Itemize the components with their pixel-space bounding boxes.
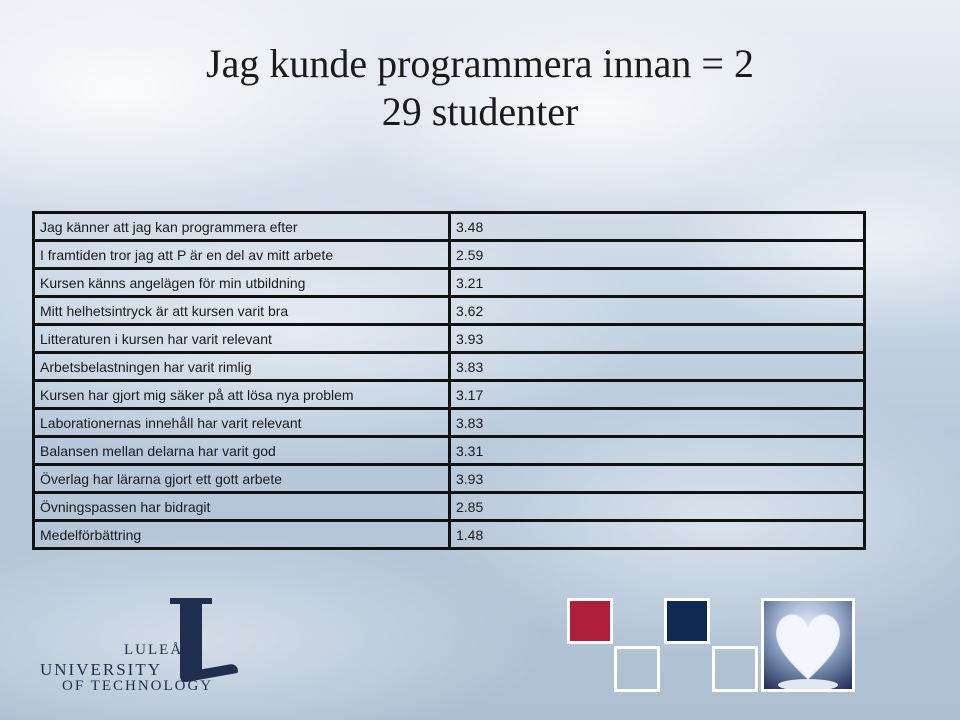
decor-square-navy (664, 598, 710, 644)
university-logo (38, 598, 248, 698)
table-row (34, 213, 865, 241)
score-cell: 2.85 (450, 493, 865, 521)
question-cell: Medelförbättring (34, 521, 450, 549)
score-cell: 3.62 (450, 297, 865, 325)
table-row (34, 325, 865, 353)
table-row (34, 493, 865, 521)
table-row (34, 521, 865, 549)
question-cell: Laborationernas innehåll har varit relevant (34, 409, 450, 437)
table-row (34, 437, 865, 465)
logo-text-of-technology: OF TECHNOLOGY (62, 678, 214, 694)
question-cell: Kursen känns angelägen för min utbildning (34, 269, 450, 297)
score-cell: 3.17 (450, 381, 865, 409)
logo-l-stem (180, 600, 202, 678)
table-row (34, 381, 865, 409)
question-cell: Mitt helhetsintryck är att kursen varit bra (34, 297, 450, 325)
logo-text-lulea: LULEÅ (124, 642, 184, 658)
table-row (34, 465, 865, 493)
table-row (34, 409, 865, 437)
question-cell: Överlag har lärarna gjort ett gott arbete (34, 465, 450, 493)
score-cell: 1.48 (450, 521, 865, 549)
question-cell: Litteraturen i kursen har varit relevant (34, 325, 450, 353)
score-cell: 3.93 (450, 465, 865, 493)
title-line-1: Jag kunde programmera innan = 2 (206, 41, 754, 86)
decor-square-red (567, 598, 613, 644)
score-cell: 3.83 (450, 409, 865, 437)
results-table (32, 211, 866, 550)
score-cell: 3.31 (450, 437, 865, 465)
snow-heart-photo (761, 598, 855, 692)
slide-title (0, 40, 960, 136)
table-row (34, 353, 865, 381)
table-row (34, 269, 865, 297)
heart-icon (764, 601, 852, 689)
question-cell: Jag känner att jag kan programmera efter (34, 213, 450, 241)
question-cell: Övningspassen har bidragit (34, 493, 450, 521)
question-cell: Arbetsbelastningen har varit rimlig (34, 353, 450, 381)
score-cell: 3.83 (450, 353, 865, 381)
logo-text-university: UNIVERSITY (40, 660, 162, 679)
question-cell: Balansen mellan delarna har varit god (34, 437, 450, 465)
title-line-2: 29 studenter (381, 89, 579, 134)
score-cell: 2.59 (450, 241, 865, 269)
decor-square-outline-1 (614, 646, 660, 692)
question-cell: Kursen har gjort mig säker på att lösa nya problem (34, 381, 450, 409)
question-cell: I framtiden tror jag att P är en del av mitt arbete (34, 241, 450, 269)
score-cell: 3.93 (450, 325, 865, 353)
decor-square-outline-2 (712, 646, 758, 692)
score-cell: 3.21 (450, 269, 865, 297)
table-row (34, 297, 865, 325)
score-cell: 3.48 (450, 213, 865, 241)
table-row (34, 241, 865, 269)
